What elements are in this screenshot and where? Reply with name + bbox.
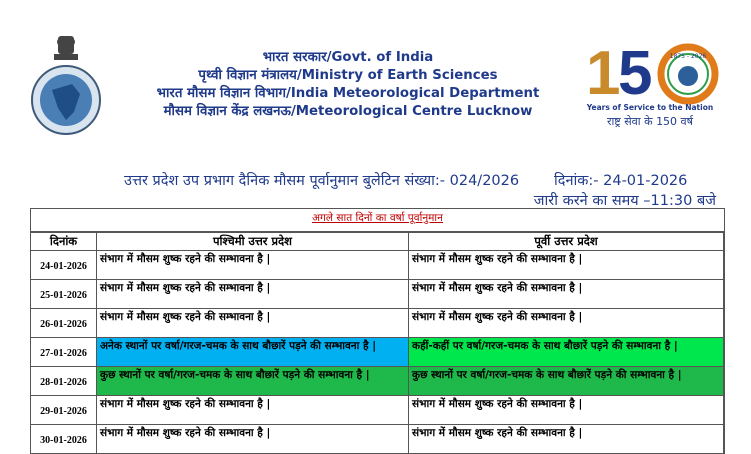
imd-150-years-logo	[584, 38, 724, 148]
issue-time: जारी करने का समय –11:30 बजे	[533, 193, 716, 209]
row-east-forecast: कुछ स्थानों पर वर्षा/गरज-चमक के साथ बौछारें पड़ने की सम्भावना है |	[409, 367, 724, 396]
bulletin-date: दिनांक:- 24-01-2026	[554, 173, 688, 189]
table-row	[31, 425, 724, 454]
row-west-forecast: कुछ स्थानों पर वर्षा/गरज-चमक के साथ बौछारें पड़ने की सम्भावना है |	[97, 367, 409, 396]
table-row	[31, 367, 724, 396]
row-east-forecast: संभाग में मौसम शुष्क रहने की सम्भावना है |	[409, 396, 724, 425]
table-row	[31, 280, 724, 309]
row-east-forecast: संभाग में मौसम शुष्क रहने की सम्भावना है |	[409, 309, 724, 338]
bulletin-title: उत्तर प्रदेश उप प्रभाग दैनिक मौसम पूर्वानुमान बुलेटिन संख्या:- 024/2026	[124, 173, 520, 189]
row-date: 27-01-2026	[31, 338, 97, 367]
row-east-forecast: संभाग में मौसम शुष्क रहने की सम्भावना है |	[409, 251, 724, 280]
header-date: दिनांक	[31, 233, 97, 251]
table-row	[31, 338, 724, 367]
logo-caption-hi: राष्ट्र सेवा के 150 वर्ष	[606, 115, 694, 128]
row-west-forecast: अनेक स्थानों पर वर्षा/गरज-चमक के साथ बौछारें पड़ने की सम्भावना है |	[97, 338, 409, 367]
header-west-up: पश्चिमी उत्तर प्रदेश	[97, 233, 409, 251]
forecast-grid	[30, 232, 724, 454]
row-date: 29-01-2026	[31, 396, 97, 425]
row-west-forecast: संभाग में मौसम शुष्क रहने की सम्भावना है |	[97, 280, 409, 309]
org-line-ministry: पृथ्वी विज्ञान मंत्रालय/Ministry of Earth Sciences	[198, 68, 498, 83]
forecast-table	[30, 208, 725, 454]
svg-text:1875 - 2026: 1875 - 2026	[669, 53, 707, 60]
row-date: 24-01-2026	[31, 251, 97, 280]
table-row	[31, 396, 724, 425]
row-date: 28-01-2026	[31, 367, 97, 396]
org-line-mc-lucknow: मौसम विज्ञान केंद्र लखनऊ/Meteorological Centre Lucknow	[163, 104, 533, 119]
row-east-forecast: संभाग में मौसम शुष्क रहने की सम्भावना है |	[409, 280, 724, 309]
row-west-forecast: संभाग में मौसम शुष्क रहने की सम्भावना है |	[97, 425, 409, 454]
row-date: 25-01-2026	[31, 280, 97, 309]
row-date: 30-01-2026	[31, 425, 97, 454]
table-row	[31, 309, 724, 338]
table-header-row	[31, 233, 724, 251]
row-west-forecast: संभाग में मौसम शुष्क रहने की सम्भावना है |	[97, 309, 409, 338]
row-date: 26-01-2026	[31, 309, 97, 338]
row-east-forecast: संभाग में मौसम शुष्क रहने की सम्भावना है |	[409, 425, 724, 454]
imd-emblem-logo	[22, 34, 110, 138]
svg-text:1: 1	[586, 39, 621, 108]
logo-caption-en: Years of Service to the Nation	[586, 103, 714, 112]
organisation-header	[128, 49, 568, 121]
svg-text:5: 5	[618, 39, 653, 108]
org-line-govt: भारत सरकार/Govt. of India	[262, 50, 434, 65]
org-line-imd: भारत मौसम विज्ञान विभाग/India Meteorological Department	[156, 86, 540, 101]
row-west-forecast: संभाग में मौसम शुष्क रहने की सम्भावना है |	[97, 251, 409, 280]
row-east-forecast: कहीं-कहीं पर वर्षा/गरज-चमक के साथ बौछारें पड़ने की सम्भावना है |	[409, 338, 724, 367]
header-east-up: पूर्वी उत्तर प्रदेश	[409, 233, 724, 251]
row-west-forecast: संभाग में मौसम शुष्क रहने की सम्भावना है |	[97, 396, 409, 425]
table-caption: अगले सात दिनों का वर्षा पूर्वानुमान	[31, 209, 724, 232]
table-row	[31, 251, 724, 280]
